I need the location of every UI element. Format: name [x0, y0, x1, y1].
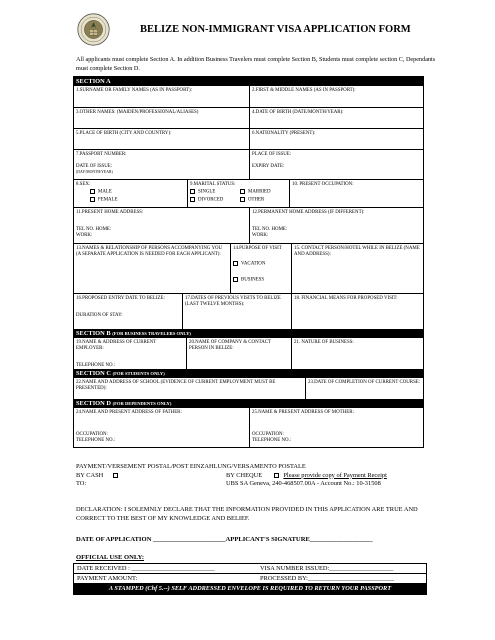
- date-received-field[interactable]: DATE RECEIVED : __________________________: [77, 565, 215, 572]
- permanent-home-address-field[interactable]: 12.PERMANENT HOME ADDRESS (IF DIFFERENT): TEL NO. HOME: WORK:: [249, 208, 423, 243]
- cheque-note: Please provide copy of Payment Receipt: [283, 471, 387, 479]
- to-label: TO:: [76, 480, 87, 488]
- form-row: [74, 293, 423, 329]
- first-names-field[interactable]: 2.FIRST & MIDDLE NAMES (AS IN PASSPORT):: [249, 86, 423, 107]
- by-cheque-checkbox[interactable]: [274, 473, 279, 478]
- purpose-of-visit-field: 14.PURPOSE OF VISIT VACATION BUSINESS: [230, 244, 291, 293]
- single-checkbox[interactable]: [190, 189, 195, 194]
- accompanying-persons-field[interactable]: 13.NAMES & RELATIONSHIP OF PERSONS ACCOMPANYING YOU (A SEPARATE APPLICATION IS NEEDED FOR EACH APPLICANT):: [76, 246, 223, 257]
- form-row: [74, 378, 423, 399]
- business-checkbox[interactable]: [233, 277, 238, 282]
- previous-visits-field[interactable]: 17.DATES OF PREVIOUS VISITS TO BELIZE (LAST TWELVE MONTHS):: [182, 294, 291, 329]
- course-completion-field[interactable]: 23.DATE OF COMPLETION OF CURRENT COURSE:: [305, 378, 423, 399]
- company-contact-field[interactable]: 20.NAME OF COMPANY & CONTACT PERSON IN BELIZE:: [186, 338, 291, 369]
- divorced-checkbox[interactable]: [190, 197, 195, 202]
- date-of-birth-field[interactable]: 4.DATE OF BIRTH (DATE/MONTH/YEAR):: [249, 108, 423, 128]
- payment-section: [76, 463, 426, 489]
- belize-coat-of-arms-seal: [77, 13, 110, 46]
- visa-number-field[interactable]: VISA NUMBER ISSUED:____________________: [260, 565, 394, 572]
- form-row: [74, 207, 423, 243]
- nationality-field[interactable]: 6.NATIONALITY (PRESENT):: [249, 129, 423, 149]
- passport-number-field[interactable]: 7.PASSPORT NUMBER: DATE OF ISSUE: (DAY/MONTH/YEAR): [74, 150, 249, 179]
- date-of-issue-label: DATE OF ISSUE:: [76, 164, 113, 169]
- date-format-hint: (DAY/MONTH/YEAR): [76, 170, 113, 174]
- vacation-checkbox[interactable]: [233, 261, 238, 266]
- by-cash-label: BY CASH: [76, 471, 104, 479]
- form-row: [74, 86, 423, 107]
- payment-heading: PAYMENT/VERSEMENT POSTAL/POST EINZAHLUNG/VERSAMENTO POSTALE: [76, 463, 306, 470]
- form-row: [74, 408, 423, 447]
- section-d-header: SECTION D (FOR DEPENDENTS ONLY): [74, 399, 423, 408]
- form-row: [74, 149, 423, 179]
- form-row: [74, 179, 423, 207]
- envelope-requirement-note: A STAMPED (Chf 5.--) SELF ADDRESSED ENVELOPE IS REQUIRED TO RETURN YOUR PASSPORT: [74, 584, 426, 594]
- official-use-box: [73, 563, 427, 595]
- form-instructions: All applicants must complete Section A. In addition Business Travelers must complete Section B, Students must complete section C, Dependants must complete Section D.: [76, 56, 436, 72]
- marital-status-field: 9.MARITAL STATUS: SINGLE DIVORCED MARRIED OTHER: [187, 180, 289, 207]
- occupation-field[interactable]: 10. PRESENT OCCUPATION:: [289, 180, 423, 207]
- father-field[interactable]: 24.NAME AND PRESENT ADDRESS OF FATHER: OCCUPATION: TELEPHONE NO.:: [76, 410, 182, 443]
- sex-field: 8.SEX: MALE FEMALE: [76, 182, 118, 203]
- place-of-issue-field[interactable]: PLACE OF ISSUE: EXPIRY DATE:: [249, 150, 423, 179]
- proposed-entry-date-field[interactable]: 16.PROPOSED ENTRY DATE TO BELIZE: DURATION OF STAY:: [76, 296, 165, 318]
- declaration-text: DECLARATION: I SOLEMNLY DECLARE THAT THE INFORMATION PROVIDED IN THIS APPLICATION ARE TRUE AND CORRECT TO THE BEST OF MY KNOWLEDGE AND BELIEF.: [76, 506, 418, 522]
- date-signature-line[interactable]: DATE OF APPLICATION ______________________APPLICANT'S SIGNATURE___________________: [76, 536, 373, 543]
- mother-field[interactable]: 25.NAME & PRESENT ADDRESS OF MOTHER: OCCUPATION: TELEPHONE NO.:: [249, 408, 423, 447]
- section-c-header: SECTION C (FOR STUDENTS ONLY): [74, 369, 423, 378]
- male-checkbox[interactable]: [90, 189, 95, 194]
- school-field[interactable]: 22.NAME AND ADDRESS OF SCHOOL (EVIDENCE OF CURRENT EMPLOYMENT MUST BE PRESENTED):: [76, 380, 276, 391]
- nature-of-business-field[interactable]: 21. NATURE OF BUSINESS:: [291, 338, 423, 369]
- form-row: [74, 338, 423, 369]
- form-row: [74, 243, 423, 293]
- form-title: BELIZE NON-IMMIGRANT VISA APPLICATION FORM: [140, 24, 411, 35]
- section-a-header: SECTION A: [74, 77, 423, 86]
- section-b-header: SECTION B (FOR BUSINESS TRAVELERS ONLY): [74, 329, 423, 338]
- form-row: [74, 128, 423, 149]
- surname-field[interactable]: 1.SURNAME OR FAMILY NAMES (AS IN PASSPORT):: [76, 88, 193, 93]
- other-names-field[interactable]: 3.OTHER NAMES: (MAIDEN/PROFESSIONAL/ALIASES): [76, 110, 199, 115]
- processed-by-field[interactable]: PROCESSED BY:___________________________: [260, 575, 395, 582]
- by-cash-checkbox[interactable]: [113, 473, 118, 478]
- married-checkbox[interactable]: [240, 189, 245, 194]
- application-form-grid: [73, 76, 424, 448]
- contact-person-field[interactable]: 15. CONTACT PERSON/HOTEL WHILE IN BELIZE (NAME AND ADDRESS):: [291, 244, 423, 293]
- present-home-address-field[interactable]: 11.PRESENT HOME ADDRESS: TEL NO. HOME: WORK:: [76, 210, 144, 238]
- official-use-title: OFFICIAL USE ONLY:: [76, 554, 145, 561]
- current-employer-field[interactable]: 19.NAME & ADDRESS OF CURRENT EMPLOYER: TELEPHONE NO.:: [76, 340, 157, 368]
- other-checkbox[interactable]: [240, 197, 245, 202]
- place-of-birth-field[interactable]: 5.PLACE OF BIRTH (CITY AND COUNTRY):: [76, 131, 172, 136]
- female-checkbox[interactable]: [90, 197, 95, 202]
- financial-means-field[interactable]: 18. FINANCIAL MEANS FOR PROPOSED VISIT:: [291, 294, 423, 329]
- bank-account: UBS SA Geneva, 240-468507.00A - Account No.: 10-31508: [226, 480, 381, 488]
- by-cheque-label: BY CHEQUE: [226, 471, 263, 479]
- form-row: [74, 107, 423, 128]
- expiry-date-label: EXPIRY DATE:: [252, 164, 285, 169]
- payment-amount-field[interactable]: PAYMENT AMOUNT:: [77, 575, 138, 582]
